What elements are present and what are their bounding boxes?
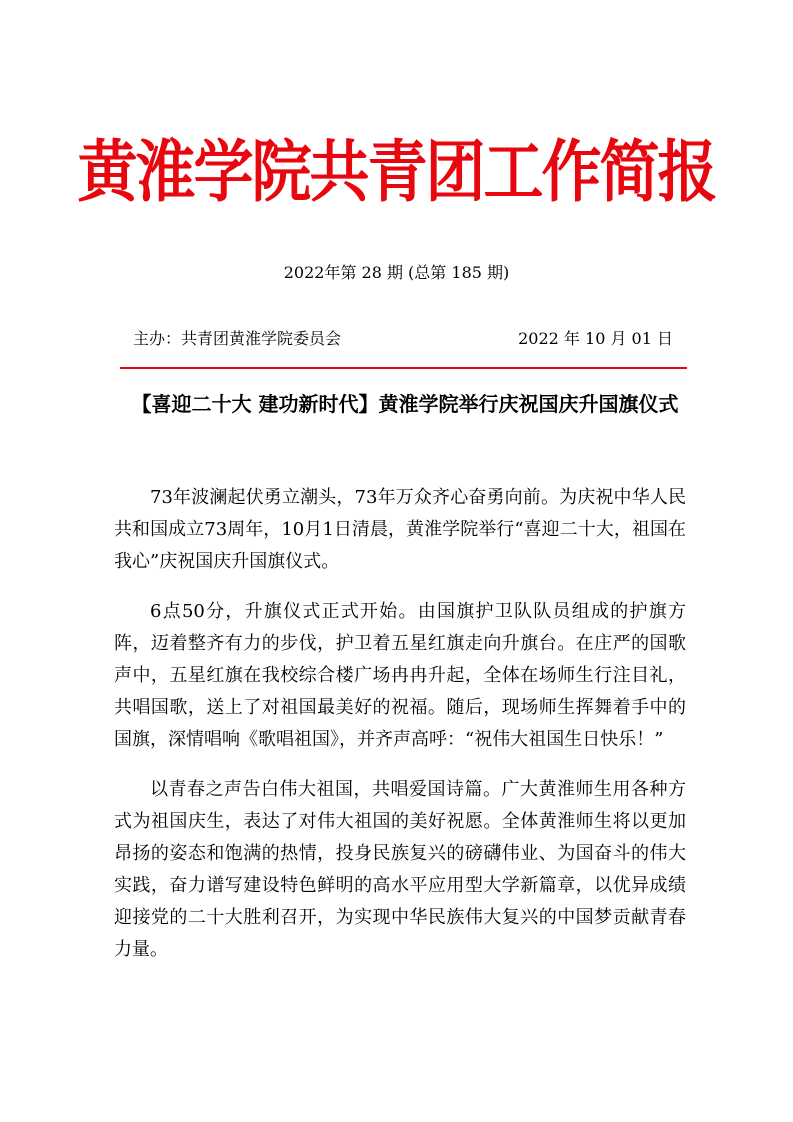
- article-title: 【喜迎二十大 建功新时代】黄淮学院举行庆祝国庆升国旗仪式: [131, 392, 679, 416]
- article-body: [114, 482, 686, 984]
- article-paragraph: 以青春之声告白伟大祖国，共唱爱国诗篇。广大黄淮师生用各种方式为祖国庆生，表达了对伟大祖国的美好祝愿。全体黄淮师生将以更加昂扬的姿态和饱满的热情，投身民族复兴的磅礴伟业、为国奋斗的伟大实践，奋力谱写建设特色鲜明的高水平应用型大学新篇章，以优异成绩迎接党的二十大胜利召开，为实现中华民族伟大复兴的中国梦贡献青春力量。: [114, 779, 686, 960]
- newsletter-masthead: 黄淮学院共青团工作简报: [77, 133, 716, 212]
- article-paragraph: 73年波澜起伏勇立潮头，73年万众齐心奋勇向前。为庆祝中华人民共和国成立73周年，10月1日清晨，黄淮学院举行“喜迎二十大，祖国在我心”庆祝国庆升国旗仪式。: [114, 487, 686, 572]
- article-paragraph: 6点50分，升旗仪式正式开始。由国旗护卫队队员组成的护旗方阵，迈着整齐有力的步伐，护卫着五星红旗走向升旗台。在庄严的国歌声中，五星红旗在我校综合楼广场冉冉升起，全体在场师生行注目礼，共唱国歌，送上了对祖国最美好的祝福。随后，现场师生挥舞着手中的国旗，深情唱响《歌唱祖国》，并齐声高呼：“祝伟大祖国生日快乐！”: [114, 601, 686, 750]
- header-row: [133, 326, 673, 352]
- issue-number: 2022年第 28 期 (总第 185 期): [283, 263, 510, 282]
- sponsor-label: 主办：共青团黄淮学院委员会: [133, 329, 342, 348]
- publish-date: 2022 年 10 月 01 日: [518, 329, 673, 348]
- red-divider: [120, 367, 687, 369]
